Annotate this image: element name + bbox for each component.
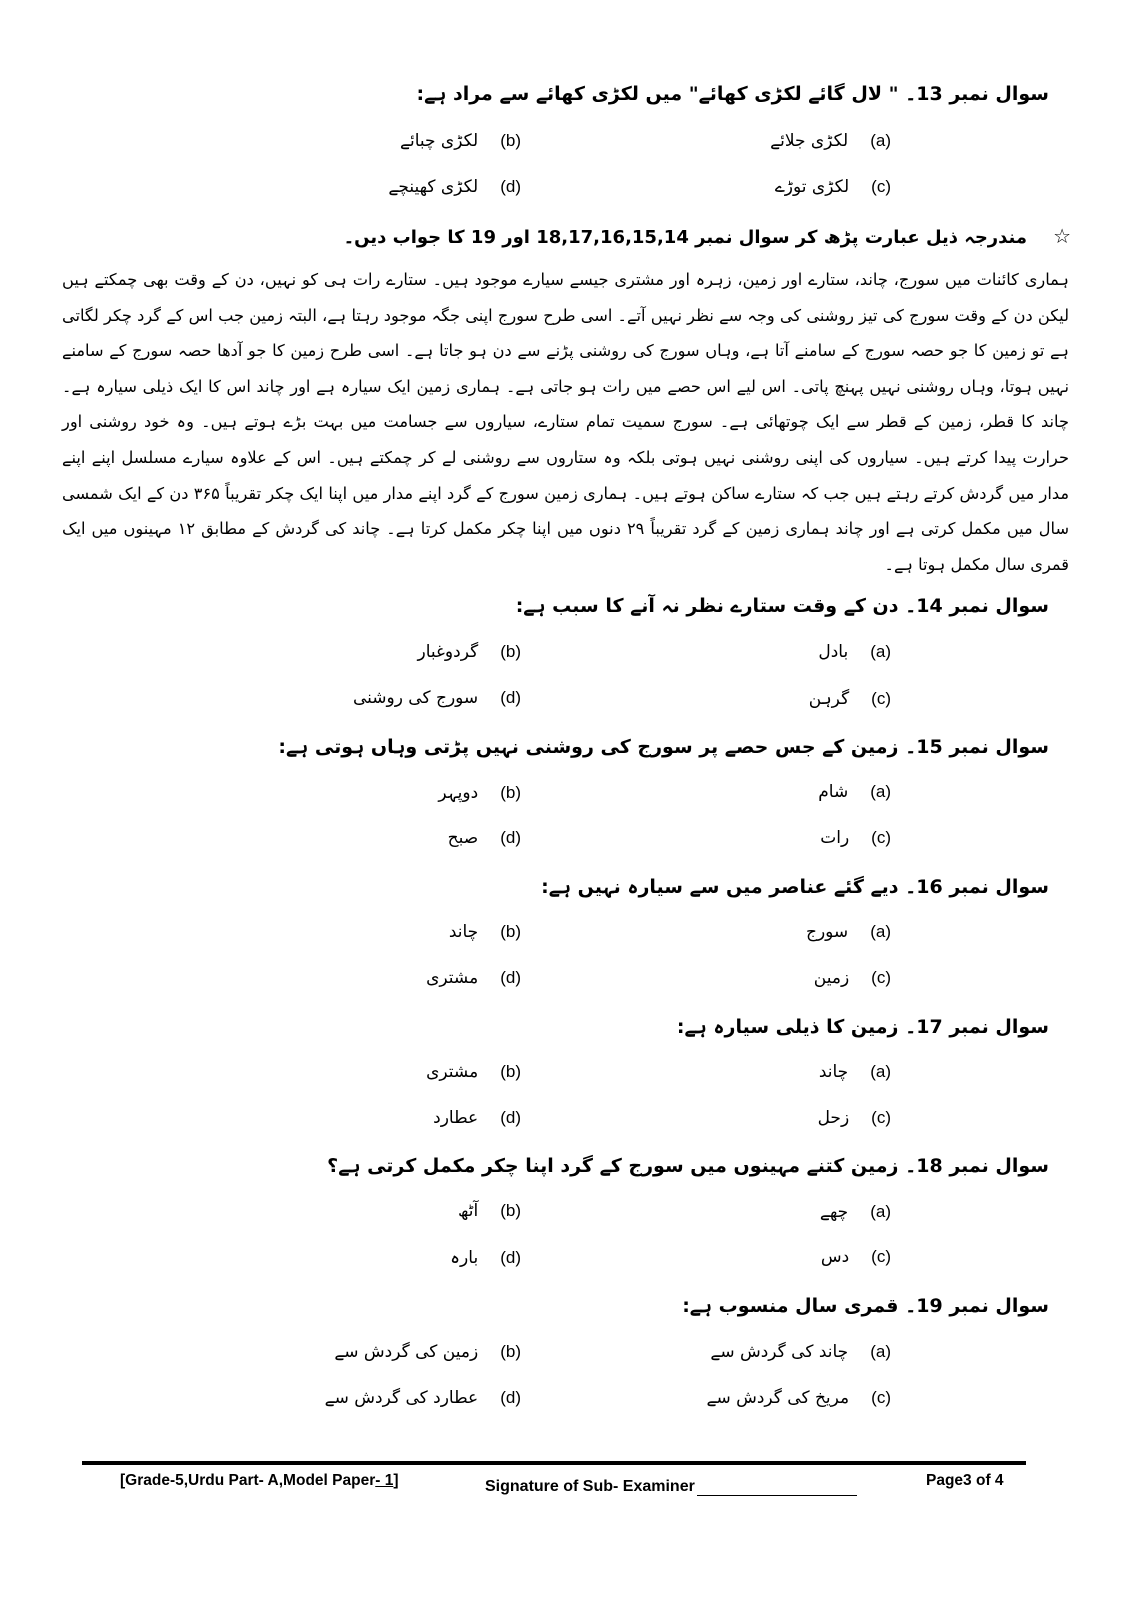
option-13d [388,176,521,197]
question-label: سوال نمبر 19۔ [905,1295,1049,1317]
option-letter: (c) [871,1388,891,1407]
option-letter: (d) [500,1248,521,1267]
option-letter: (d) [500,828,521,847]
option-letter: (d) [500,1108,521,1127]
option-letter: (b) [500,131,521,150]
option-letter: (c) [871,968,891,987]
question-14 [60,595,1049,617]
option-letter: (a) [870,1202,891,1221]
option-text: چھے [819,1202,849,1222]
option-letter: (a) [870,642,891,661]
question-17 [60,1016,1049,1038]
question-label: سوال نمبر 18۔ [905,1155,1049,1177]
option-text: لکڑی چبائے [400,131,479,151]
option-letter: (c) [871,1247,891,1266]
option-text: لکڑی جلائے [770,131,849,151]
option-13b [400,130,521,151]
option-text: بارہ [450,1248,479,1268]
option-letter: (a) [870,782,891,801]
option-14d [353,688,521,708]
signature-field [485,1478,857,1496]
option-13a [770,130,891,151]
option-text: زمین [813,968,850,988]
option-text: چاند کی گردش سے [710,1342,849,1362]
paper-identifier [120,1472,399,1490]
option-19b [334,1341,521,1362]
option-text: دوپہر [438,783,479,803]
option-letter: (b) [500,1201,521,1220]
option-17b [426,1062,521,1082]
signature-label: Signature of Sub- Examiner [485,1478,695,1495]
option-18c [821,1247,891,1267]
option-text: سورج کی روشنی [352,688,479,708]
option-16b [449,922,521,942]
option-letter: (c) [871,1108,891,1127]
option-text: لکڑی کھینچے [388,177,479,197]
option-text: بادل [818,642,849,662]
option-14b [418,642,521,662]
question-18 [60,1155,1049,1177]
option-16c [814,968,891,988]
paper-id-suffix: ] [393,1472,399,1489]
option-16d [426,968,521,988]
option-text: عطارد کی گردش سے [324,1388,479,1408]
option-text: چاند [818,1062,849,1082]
paper-id-number: - 1 [375,1472,394,1489]
option-15b [438,782,521,803]
option-text: رات [820,828,850,848]
option-letter: (d) [500,688,521,707]
option-15a [818,782,891,802]
question-16 [60,876,1049,898]
option-letter: (c) [871,828,891,847]
option-letter: (d) [500,968,521,987]
option-text: صبح [447,828,479,848]
option-text: چاند [448,922,479,942]
option-letter: (a) [870,1342,891,1361]
option-13c [775,176,891,197]
footer-divider [82,1461,1026,1465]
question-label: سوال نمبر 13۔ [905,83,1049,105]
option-letter: (a) [870,131,891,150]
option-15c [820,828,891,848]
option-text: زمین کی گردش سے [334,1342,479,1362]
option-letter: (d) [500,177,521,196]
option-14c [809,688,891,709]
option-letter: (a) [870,922,891,941]
question-text: قمری سال منسوب ہے: [682,1295,899,1317]
option-17a [819,1062,891,1082]
question-15 [60,736,1049,758]
option-letter: (d) [500,1388,521,1407]
option-letter: (b) [500,642,521,661]
question-text: دیے گئے عناصر میں سے سیارہ نہیں ہے: [541,876,899,898]
option-17d [433,1108,521,1128]
option-letter: (b) [500,922,521,941]
question-13 [60,83,1049,105]
option-text: شام [818,782,849,802]
option-text: دس [820,1247,850,1267]
question-label: سوال نمبر 16۔ [905,876,1049,898]
option-text: مشتری [426,968,479,988]
option-18a [820,1201,891,1222]
option-letter: (a) [870,1062,891,1081]
question-text: زمین کا ذیلی سیارہ ہے: [676,1016,899,1038]
option-19a [710,1341,891,1362]
question-label: سوال نمبر 15۔ [905,736,1049,758]
option-19d [325,1387,521,1408]
option-15d [448,828,521,848]
option-letter: (b) [500,1342,521,1361]
option-text: آٹھ [457,1201,479,1221]
option-text: لکڑی توڑے [774,177,850,197]
option-18d [450,1247,521,1268]
option-text: گرہن [808,689,850,709]
question-label: سوال نمبر 17۔ [905,1016,1049,1038]
passage-instruction [60,224,1071,248]
page-number: Page3 of 4 [926,1472,1004,1489]
question-text: " لال گائے لکڑی کھائے" میں لکڑی کھائے سے مراد ہے: [416,83,899,105]
signature-line[interactable] [697,1495,857,1496]
option-letter: (c) [871,689,891,708]
option-16a [806,922,891,942]
option-14a [818,642,891,662]
option-letter: (b) [500,783,521,802]
option-18b [458,1201,521,1221]
option-text: سورج [805,922,849,942]
option-text: زحل [817,1108,850,1128]
option-text: مریخ کی گردش سے [706,1388,850,1408]
option-19c [706,1387,891,1408]
option-letter: (b) [500,1062,521,1081]
option-text: عطارد [433,1108,479,1128]
question-label: سوال نمبر 14۔ [905,595,1049,617]
paper-id-prefix: [Grade-5,Urdu Part- A,Model Paper [120,1472,376,1489]
reading-passage: ہماری کائنات میں سورج، چاند، ستارے اور زمین، زہرہ اور مشتری جیسے سیارے موجود ہیں۔ ستارے رات ہی کو نہیں، دن کے وقت بھی چمکتے ہیں لیکن دن کے وقت سورج کی تیز روشنی کی وجہ سے نظر نہیں آتے۔ اسی طرح سورج اپنی جگہ موجود رہتا ہے، البتہ زمین جب اس کے گرد چکر لگاتی ہے تو زمین کا جو حصہ سورج کے سامنے آتا ہے، وہاں سورج کی روشنی پڑنے سے دن ہو جاتا ہے۔ اسی طرح زمین کا جو آدھا حصہ سورج کے سامنے نہیں ہوتا، وہاں روشنی نہیں پہنچ پاتی۔ اس لیے اس حصے میں رات ہو جاتی ہے۔ ہماری زمین ایک سیارہ ہے اور چاند اس کا ایک ذیلی سیارہ ہے۔ چاند کا قطر، زمین کے قطر سے ایک چوتھائی ہے۔ سورج سمیت تمام ستارے، سیاروں سے جسامت میں بہت بڑے ہوتے ہیں۔ وہ خود روشنی اور حرارت پیدا کرتے ہیں۔ سیاروں کی اپنی روشنی نہیں ہوتی بلکہ وہ ستاروں سے روشنی لے کر چمکتے ہیں۔ اس کے علاوہ سیارے مسلسل اپنے اپنے مدار میں گردش کرتے رہتے ہیں جب کہ ستارے ساکن ہوتے ہیں۔ ہماری زمین سورج کے گرد اپنے مدار میں اپنا ایک چکر تقریباً ۳۶۵ دن کے ایک شمسی سال میں مکمل کرتی ہے اور چاند ہماری زمین کے گرد تقریباً ۲۹ دنوں میں اپنا چکر مکمل کرتا ہے۔ چاند کی گردش کے مطابق ۱۲ مہینوں میں ایک قمری سال مکمل ہوتا ہے۔ [62,270,1070,574]
option-17c [818,1108,891,1128]
option-text: مشتری [426,1062,479,1082]
question-text: زمین کتنے مہینوں میں سورج کے گرد اپنا چکر مکمل کرتی ہے؟ [327,1155,899,1177]
star-icon: ☆ [1053,224,1071,248]
option-text: گردوغبار [417,642,479,662]
question-text: زمین کے جس حصے پر سورج کی روشنی نہیں پڑتی وہاں ہوتی ہے: [278,736,899,758]
question-text: دن کے وقت ستارے نظر نہ آنے کا سبب ہے: [515,595,899,617]
question-19 [60,1295,1049,1317]
instruction-text: مندرجہ ذیل عبارت پڑھ کر سوال نمبر 18,17,16,15,14 اور 19 کا جواب دیں۔ [343,227,1028,248]
option-letter: (c) [871,177,891,196]
